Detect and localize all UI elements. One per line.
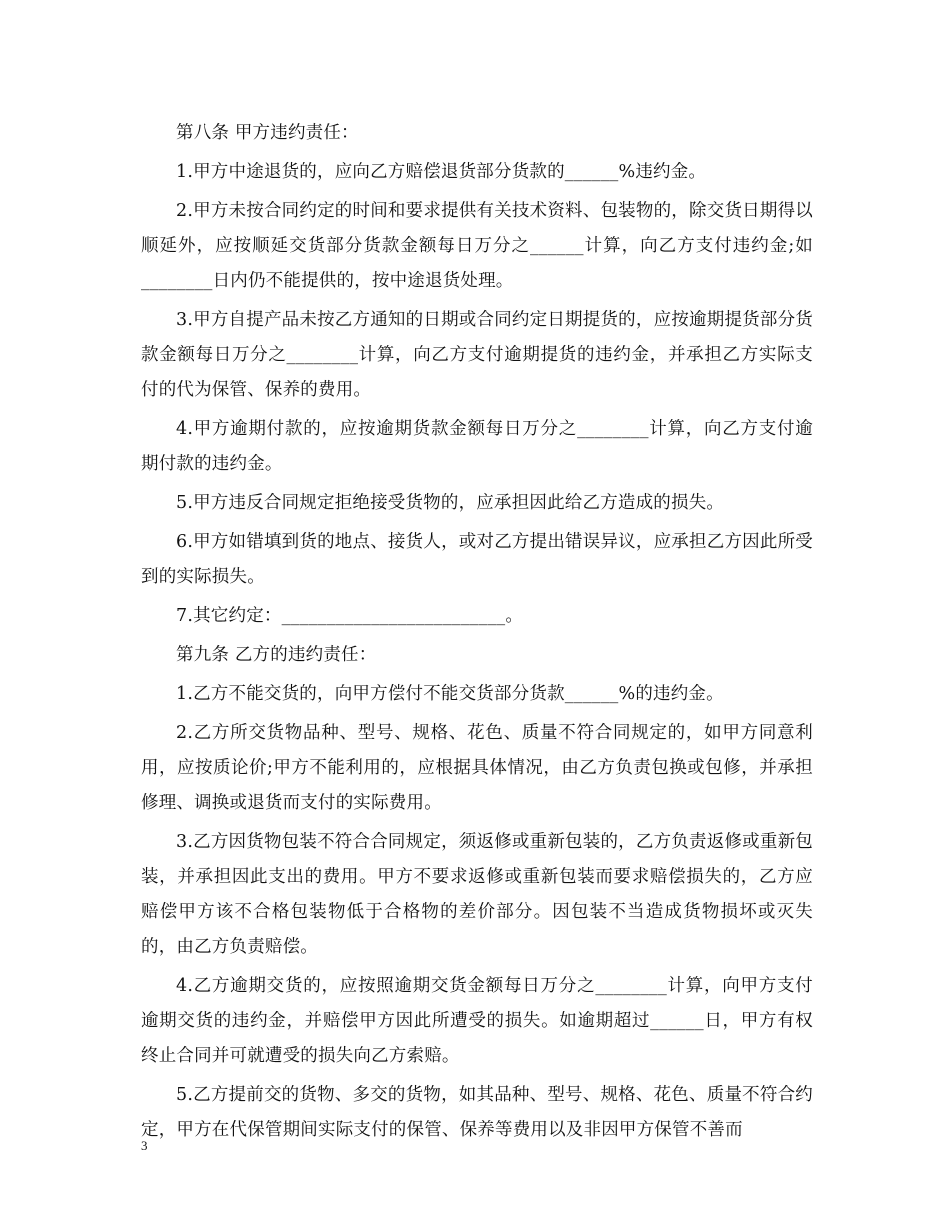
article-8-clause-1: 1.甲方中途退货的，应向乙方赔偿退货部分货款的______%违约金。 [176, 162, 707, 182]
article-8-clause-4: 4.甲方逾期付款的，应按逾期货款金额每日万分之________计算，向乙方支付逾期付款的违约金。 [141, 419, 813, 474]
article-8-clause-5: 5.甲方违反合同规定拒绝接受货物的，应承担因此给乙方造成的损失。 [176, 493, 725, 513]
article-8-clause-7: 7.其它约定：_________________________。 [176, 606, 524, 626]
article-9-clause-5: 5.乙方提前交的货物、多交的货物，如其品种、型号、规格、花色、质量不符合约定，甲方在代保管期间实际支付的保管、保养等费用以及非因甲方保管不善而 [141, 1085, 813, 1140]
article-9-clause-2: 2.乙方所交货物品种、型号、规格、花色、质量不符合同规定的，如甲方同意利用，应按质论价;甲方不能利用的，应根据具体情况，由乙方负责包换或包修，并承担修理、调换或退货而支付的实际费用。 [141, 723, 813, 813]
article-9-clause-3: 3.乙方因货物包装不符合合同规定，须返修或重新包装的，乙方负责返修或重新包装，并承担因此支出的费用。甲方不要求返修或重新包装而要求赔偿损失的，乙方应赔偿甲方该不合格包装物低于合格物的差价部分。因包装不当造成货物损坏或灭失的，由乙方负责赔偿。 [141, 832, 813, 957]
article-9-heading: 第九条 乙方的违约责任： [176, 645, 377, 665]
article-9-clause-4: 4.乙方逾期交货的，应按照逾期交货金额每日万分之________计算，向甲方支付逾期交货的违约金，并赔偿甲方因此所遭受的损失。如逾期超过______日，甲方有权终止合同并可就遭受的损失向乙方索赔。 [141, 976, 813, 1066]
article-8-clause-3: 3.甲方自提产品未按乙方通知的日期或合同约定日期提货的，应按逾期提货部分货款金额每日万分之________计算，向乙方支付逾期提货的违约金，并承担乙方实际支付的代为保管、保养的费用。 [141, 310, 813, 400]
article-8-heading: 第八条 甲方违约责任： [176, 123, 359, 143]
article-9-clause-1: 1.乙方不能交货的，向甲方偿付不能交货部分货款______%的违约金。 [176, 684, 724, 704]
document-body [141, 116, 813, 1152]
article-8-clause-6: 6.甲方如错填到货的地点、接货人，或对乙方提出错误异议，应承担乙方因此所受到的实际损失。 [141, 532, 813, 587]
page-number: 3 [141, 1138, 148, 1153]
article-8-clause-2: 2.甲方未按合同约定的时间和要求提供有关技术资料、包装物的，除交货日期得以顺延外，应按顺延交货部分货款金额每日万分之______计算，向乙方支付违约金;如________日内仍不能提供的，按中途退货处理。 [141, 201, 813, 291]
